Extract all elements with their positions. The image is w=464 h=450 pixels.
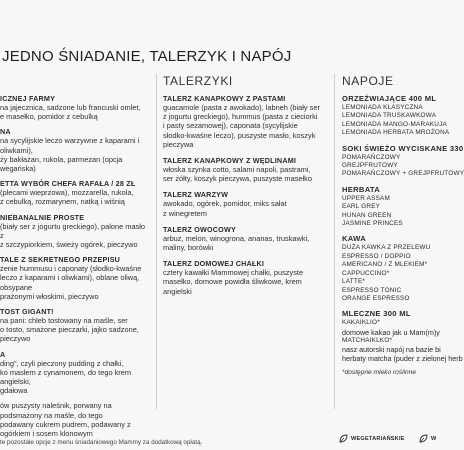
drinks-section-title: ORZEŹWIAJĄCE 400 ML bbox=[342, 94, 437, 103]
breakfast-column bbox=[0, 74, 150, 444]
drinks-column-head: NAPOJE bbox=[342, 74, 394, 88]
drink-item: HUNAN GREEN bbox=[342, 211, 392, 219]
drink-item: LATTE* bbox=[342, 278, 366, 286]
menu-item-description: na sycylijskie leczo warzywne z kaparami i oliwkami), bbox=[0, 136, 140, 155]
menu-item-description: z cebulką, rozmarynem, natką i wiśnią bbox=[0, 197, 125, 207]
drink-item: ESPRESSO / DOPPIO bbox=[342, 252, 411, 260]
menu-item-description: e masełko, pomidor z cebulką bbox=[0, 112, 98, 122]
footer-note: te pozostałe opcje z menu śniadaniowego Mammy za dodatkową opłatą. bbox=[0, 439, 203, 446]
menu-item-title: NIEBANALNIE PROSTE bbox=[0, 212, 85, 222]
menu-item-description: z szczypiorkiem, świeży ogórek, pieczywo bbox=[0, 240, 138, 250]
menu-item bbox=[0, 255, 150, 301]
menu-item-title: TOST GIGANT! bbox=[0, 307, 54, 317]
menu-item bbox=[163, 94, 333, 149]
drink-item: DUŻA KAWKA Z PRZELEWU bbox=[342, 244, 431, 252]
menu-item-title: TALE Z SEKRETNEGO PRZEPISU bbox=[0, 255, 121, 265]
drinks-section-title: MLECZNE 300 ML bbox=[342, 309, 411, 319]
drink-item: ORANGE ESPRESSO bbox=[342, 294, 410, 302]
menu-item-description: (biały ser z jogurtu greckiego), palone masło z bbox=[0, 221, 146, 240]
legend-vegan-label: W bbox=[431, 436, 437, 442]
menu-item bbox=[0, 179, 150, 206]
menu-item-title: TALERZ DOMOWEJ CHAŁKI bbox=[163, 259, 265, 269]
legend-vegetarian bbox=[338, 434, 405, 444]
drink-item-detail: domowe kakao jak u Mam(m)y bbox=[342, 327, 440, 337]
drink-item: JASMINE PRINCES bbox=[342, 220, 403, 228]
drink-item-detail: nasz autorski napój na bazie bi bbox=[342, 345, 441, 355]
menu-item-title: TALERZ WARZYW bbox=[163, 190, 229, 200]
menu-item bbox=[0, 401, 150, 438]
menu-item-title: ICZNEJ FARMY bbox=[0, 94, 56, 103]
menu-item-title: ETTA WYBÓR CHEFA RAFAŁA / 28 ZŁ bbox=[0, 179, 136, 189]
menu-item-description: słodko-kwaśne leczo), puszyste masło, koszyk bbox=[163, 130, 316, 140]
menu-item-description: zenie hummusu i caponaty (słodko-kwaśne bbox=[0, 264, 142, 274]
drinks-section-title: KAWA bbox=[342, 234, 366, 244]
drink-item: LEMONIADA TRUSKAWKOWA bbox=[342, 112, 437, 120]
menu-item-description: prażonymi włoskimi, pieczywo bbox=[0, 291, 99, 301]
menu-item-description: ding", czyli pieczony pudding z chałki, bbox=[0, 358, 124, 368]
menu-item-description: awokado, ogórek, pomidor, miks sałat bbox=[163, 199, 287, 209]
menu-item-description: ko masłem z cynamonem, do tego krem angielski, bbox=[0, 367, 132, 387]
menu-item-description: pieczywo bbox=[0, 334, 31, 344]
menu-item-description: masełko, domowe powidła śliwkowe, krem bbox=[163, 277, 302, 287]
menu-item-description: podawany cukrem pudrem, podawany z bbox=[0, 419, 131, 429]
drink-item: LEMONIADA MANGO-MARAKUJA bbox=[342, 120, 447, 128]
plant-milk-note: *dostępne mleko roślinne bbox=[342, 369, 417, 377]
menu-item-description: o tosto, smażone pieczarki, jajko sadzone, bbox=[0, 325, 139, 335]
menu-item bbox=[163, 190, 333, 217]
menu-item bbox=[163, 225, 333, 252]
drink-item: CAPPUCCINO* bbox=[342, 269, 390, 277]
menu-item-description: angielski bbox=[163, 286, 192, 296]
leaf-icon bbox=[338, 434, 348, 444]
menu-item bbox=[163, 156, 333, 183]
menu-item bbox=[0, 127, 150, 173]
menu-item-description: na pani: chleb tostowany na maśle, ser bbox=[0, 316, 128, 326]
drinks-column bbox=[342, 74, 464, 377]
menu-item bbox=[0, 94, 150, 121]
drinks-section-title: HERBATA bbox=[342, 184, 381, 194]
leaf-icon bbox=[418, 434, 428, 444]
drink-item: LEMONIADA HERBATA MROŻONA bbox=[342, 129, 450, 137]
menu-item-title: TALERZ KANAPKOWY Z WĘDLINAMI bbox=[163, 156, 297, 166]
drink-item-detail: herbaty matcha (puder z zielonej herb bbox=[342, 354, 463, 364]
page-title: JEDNO ŚNIADANIE, TALERZYK I NAPÓJ bbox=[2, 48, 292, 65]
menu-item-title: NA bbox=[0, 127, 11, 137]
menu-item-title: A bbox=[0, 349, 6, 359]
menu-item-description: i pasty sezamowej), caponata (sycylijskie bbox=[163, 121, 298, 131]
column-divider bbox=[334, 74, 335, 409]
drink-item-detail: MATCHAIKLKO* bbox=[342, 336, 393, 344]
plates-column bbox=[163, 74, 333, 303]
drink-item: ESPRESSO TONIC bbox=[342, 286, 402, 294]
drink-item: AMERICANO / Z MLEKIEM* bbox=[342, 261, 428, 269]
menu-item bbox=[163, 259, 333, 296]
menu-item-title: TALERZ KANAPKOWY Z PASTAMI bbox=[163, 94, 286, 103]
menu-item-description: z jogurtu greckiego), hummus (pasta z cieciorki bbox=[163, 112, 318, 122]
drink-item: POMARAŃCZOWY + GREJPFRUTOWY bbox=[342, 170, 464, 178]
menu-item-description: ser żółty, koszyk pieczywa, puszyste masełko bbox=[163, 174, 312, 184]
column-divider bbox=[156, 74, 157, 409]
menu-item-title: TALERZ OWOCOWY bbox=[163, 224, 236, 234]
drinks-section-title: SOKI ŚWIEŻO WYCISKANE 330 bbox=[342, 143, 464, 153]
menu-item-description: leczo z kaparami i oliwkami), oblane oliwą, obsypane bbox=[0, 273, 140, 292]
drink-item: GREJPFRUTOWY bbox=[342, 162, 398, 170]
menu-item-description: ogórkiem i sosem klonowym bbox=[0, 429, 93, 439]
plates-column-head: TALERZYKI bbox=[163, 74, 233, 88]
drink-item: LEMONIADA KLASYCZNA bbox=[342, 104, 423, 111]
menu-item-description: gdałowa bbox=[0, 386, 28, 396]
drink-item: POMARAŃCZOWY bbox=[342, 153, 401, 161]
menu-item-description: włoska szynka cotto, salami napoli, pastrami, bbox=[163, 165, 311, 175]
menu-item-description: z winegretem bbox=[163, 208, 207, 218]
menu-item-description: arbuz, melon, winogrona, ananas, truskawki, bbox=[163, 233, 310, 243]
menu-item-description: podsmażony na maśle, do tego bbox=[0, 410, 103, 420]
menu-item-description: na jajecznica, sadzone lub francuski omlet, bbox=[0, 103, 141, 112]
menu-item-description: cztery kawałki Mammowej chałki, puszyste bbox=[163, 268, 304, 278]
menu-item-description: ży bakłażan, rukola, parmezan (opcja wegańska) bbox=[0, 154, 123, 174]
legend-vegan bbox=[418, 434, 436, 444]
menu-item bbox=[0, 350, 150, 396]
drink-item: UPPER ASSAM bbox=[342, 194, 391, 202]
menu-item-description: maliny, borówki bbox=[163, 243, 214, 253]
menu-item-description: ów puszysty naleśnik, porwany na bbox=[0, 401, 112, 411]
breakfast-column-head bbox=[1, 74, 150, 88]
legend-vegetarian-label: WEGETARIAŃSKIE bbox=[351, 436, 405, 442]
drink-item: EARL GREY bbox=[342, 203, 381, 211]
menu-item bbox=[0, 307, 150, 344]
menu-item-description: guacamole (pasta z awokado), labneh (biały ser bbox=[163, 103, 320, 112]
menu-item-description: pieczywa bbox=[163, 139, 194, 149]
drink-item: KAKAIKLIO* bbox=[342, 319, 380, 327]
menu-item-description: (plecami wieprzowa), mozzarella, rukola, bbox=[0, 188, 134, 198]
menu-item bbox=[0, 213, 150, 250]
